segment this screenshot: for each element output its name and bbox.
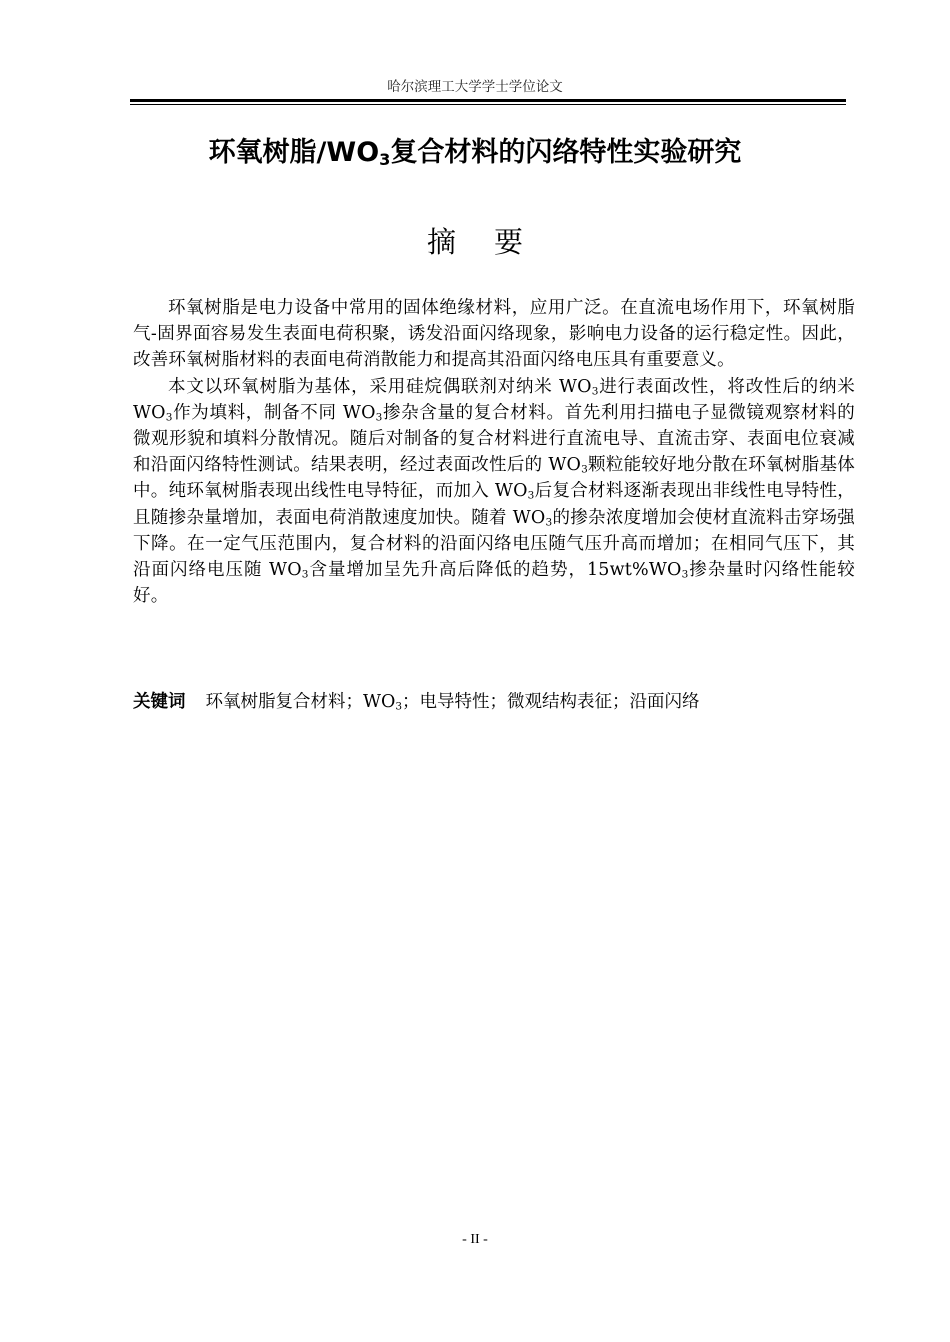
title-part2: 复合材料的闪络特性实验研究 [390,137,742,168]
abstract-body [133,295,855,609]
running-header: 哈尔滨理工大学学士学位论文 [387,79,563,95]
abstract-heading-char2: 要 [494,225,524,259]
p2-subscript: 3 [681,568,689,581]
p2-segment-1: 本文以环氧树脂为基体，采用硅烷偶联剂对纳米 WO [168,376,592,397]
thesis-title [0,133,950,173]
p2-subscript: 3 [375,411,383,424]
p2-segment-6: 后复合材料逐渐表现出非线性电导特性，且随掺杂量增加，表面电荷消散速度加快。随着 WO [133,481,855,528]
abstract-paragraph-1: 环氧树脂是电力设备中常用的固体绝缘材料，应用广泛。在直流电场作用下，环氧树脂气-固界面容易发生表面电荷积聚，诱发沿面闪络现象，影响电力设备的运行稳定性。因此，改善环氧树脂材料的表面电荷消散能力和提高其沿面闪络电压具有重要意义。 [133,298,855,371]
p2-segment-3: 作为填料，制备不同 WO [172,402,376,423]
header-rule-thick [130,99,846,102]
keywords-part2: ；电导特性；微观结构表征；沿面闪络 [402,692,700,712]
p2-segment-8: 含量增加呈先升高后降低的趋势，15wt%WO [308,560,682,581]
p2-subscript: 3 [581,463,588,476]
p2-subscript: 3 [527,490,535,503]
p2-subscript: 3 [301,568,309,581]
p2-segment-4: 掺杂含量的复合材料。首先利用扫描电子显微镜观察材料的微观形貌和填料分散情况。随后对制备的复合材料进行直流电导、直流击穿、表面电位衰减和沿面闪络特性测试。结果表明，经过表面改性后的 WO [133,402,855,476]
abstract-heading-char1: 摘 [426,225,456,259]
p2-segment-2: 进行表面改性，将改性后的纳米 WO [133,376,855,423]
keywords-label: 关键词 [133,692,186,712]
header-rule-thin [130,104,846,105]
p2-segment-9: 掺杂量时闪络性能较好。 [133,560,855,607]
p2-subscript: 3 [545,516,553,529]
p2-segment-5: 颗粒能较好地分散在环氧树脂基体中。纯环氧树脂表现出线性电导特征，而加入 WO [133,455,855,502]
abstract-paragraph-2 [133,374,855,610]
title-subscript: 3 [379,150,391,170]
title-part1: 环氧树脂/WO [208,137,380,168]
page-number: - II - [462,1232,488,1247]
p2-segment-7: 的掺杂浓度增加会使材直流料击穿场强下降。在一定气压范围内，复合材料的沿面闪络电压随气压升高而增加；在相同气压下，其沿面闪络电压随 WO [133,507,855,581]
p2-subscript: 3 [591,385,599,398]
keywords-subscript: 3 [395,700,403,713]
abstract-heading [0,222,950,262]
keywords-part1: 环氧树脂复合材料；WO [205,692,396,712]
keywords-line [133,689,855,715]
p2-subscript: 3 [165,411,173,424]
